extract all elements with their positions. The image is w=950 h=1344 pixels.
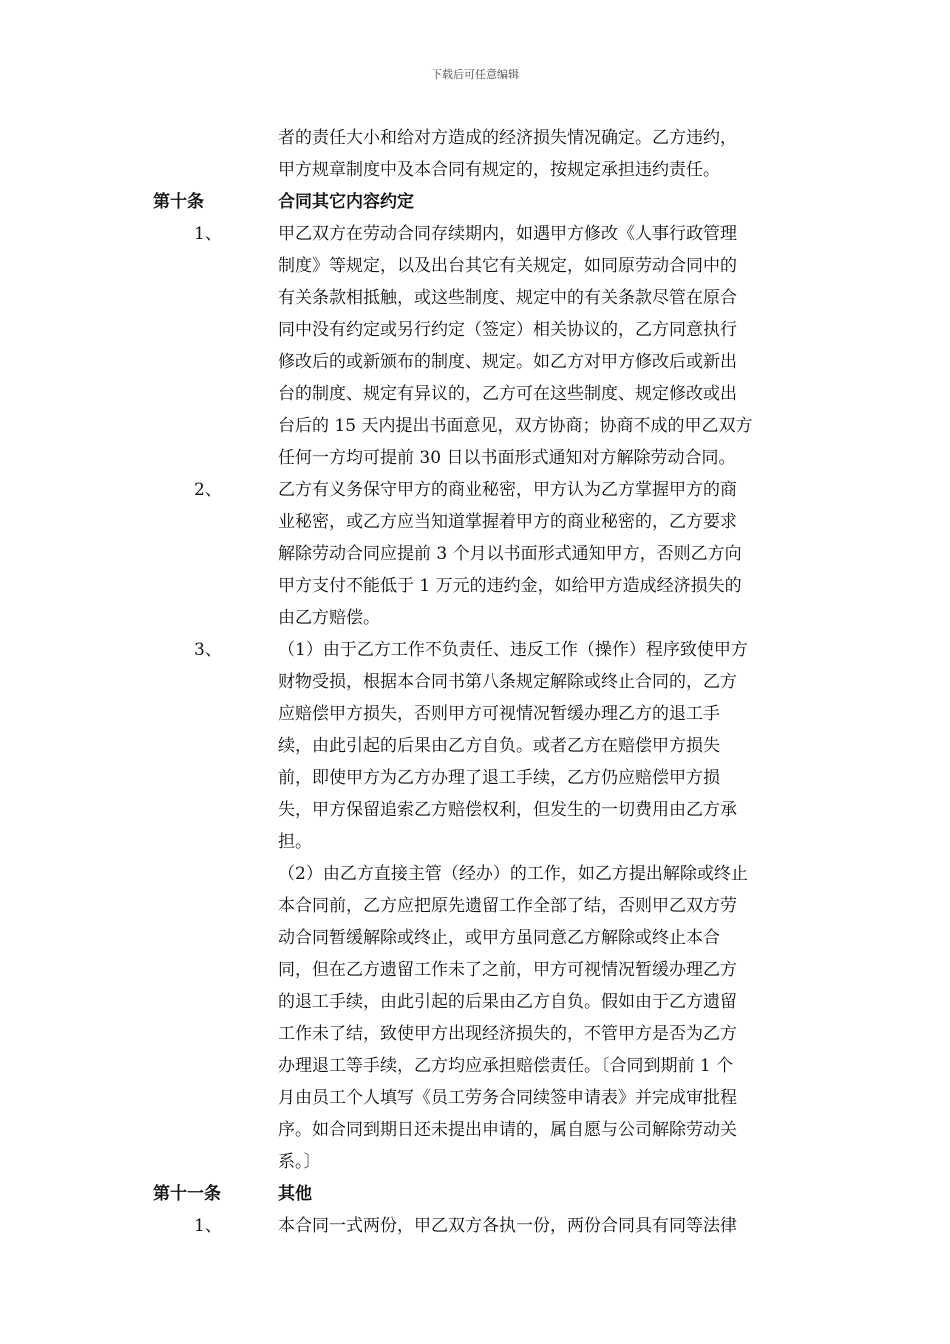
text-line: 本合同前，乙方应把原先遗留工作全部了结，否则甲乙双方劳 xyxy=(278,896,737,916)
text-line: 失，甲方保留追索乙方赔偿权利，但发生的一切费用由乙方承 xyxy=(278,800,737,820)
article-label: 第十条 xyxy=(153,192,204,212)
article-label: 第十一条 xyxy=(153,1184,221,1204)
text-line: 工作未了结，致使甲方出现经济损失的，不管甲方是否为乙方 xyxy=(278,1024,737,1044)
clause-text xyxy=(278,634,806,1178)
intro-text xyxy=(278,122,806,186)
text-line: 本合同一式两份，甲乙双方各执一份，两份合同具有同等法律 xyxy=(278,1216,737,1236)
article-10-heading xyxy=(0,186,950,218)
clause-10-3 xyxy=(0,634,950,1178)
clause-number: 1、 xyxy=(194,1216,222,1236)
contract-body xyxy=(0,122,950,1242)
text-line: 业秘密，或乙方应当知道掌握着甲方的商业秘密的，乙方要求 xyxy=(278,512,737,532)
text-line: （2）由乙方直接主管（经办）的工作，如乙方提出解除或终止 xyxy=(278,864,748,884)
text-line: 台的制度、规定有异议的，乙方可在这些制度、规定修改或出 xyxy=(278,384,737,404)
text-line: 序。如合同到期日还未提出申请的，属自愿与公司解除劳动关 xyxy=(278,1120,737,1140)
text-line: 甲乙双方在劳动合同存续期内，如遇甲方修改《人事行政管理 xyxy=(278,224,737,244)
text-line: 月由员工个人填写《员工劳务合同续签申请表》并完成审批程 xyxy=(278,1088,737,1108)
clause-number: 1、 xyxy=(194,224,222,244)
text-line: 甲方支付不能低于 1 万元的违约金，如给甲方造成经济损失的 xyxy=(278,576,742,596)
page-header: 下载后可任意编辑 xyxy=(431,68,519,81)
clause-text xyxy=(278,218,806,474)
clause-10-2 xyxy=(0,474,950,634)
text-line: 台后的 15 天内提出书面意见，双方协商；协商不成的甲乙双方 xyxy=(278,416,753,436)
text-line: 制度》等规定，以及出台其它有关规定，如同原劳动合同中的 xyxy=(278,256,737,276)
article-11-heading xyxy=(0,1178,950,1210)
text-line: 甲方规章制度中及本合同有规定的，按规定承担违约责任。 xyxy=(278,160,720,180)
article-title: 其他 xyxy=(278,1184,312,1204)
text-line: 系。〕 xyxy=(278,1152,321,1172)
text-line: 的退工手续，由此引起的后果由乙方自负。假如由于乙方遗留 xyxy=(278,992,737,1012)
text-line: 同中没有约定或另行约定（签定）相关协议的，乙方同意执行 xyxy=(278,320,737,340)
text-line: 者的责任大小和给对方造成的经济损失情况确定。乙方违约， xyxy=(278,128,737,148)
text-line: 修改后的或新颁布的制度、规定。如乙方对甲方修改后或新出 xyxy=(278,352,737,372)
text-line: 乙方有义务保守甲方的商业秘密，甲方认为乙方掌握甲方的商 xyxy=(278,480,737,500)
text-line: 有关条款相抵触，或这些制度、规定中的有关条款尽管在原合 xyxy=(278,288,737,308)
text-line: 前，即使甲方为乙方办理了退工手续，乙方仍应赔偿甲方损 xyxy=(278,768,720,788)
text-line: 担。 xyxy=(278,832,312,852)
text-line: （1）由于乙方工作不负责任、违反工作（操作）程序致使甲方 xyxy=(278,640,748,660)
text-line: 动合同暂缓解除或终止，或甲方虽同意乙方解除或终止本合 xyxy=(278,928,720,948)
text-line: 续，由此引起的后果由乙方自负。或者乙方在赔偿甲方损失 xyxy=(278,736,720,756)
text-line: 解除劳动合同应提前 3 个月以书面形式通知甲方，否则乙方向 xyxy=(278,544,742,564)
text-line: 财物受损，根据本合同书第八条规定解除或终止合同的，乙方 xyxy=(278,672,737,692)
article-title: 合同其它内容约定 xyxy=(278,192,414,212)
text-line: 应赔偿甲方损失，否则甲方可视情况暂缓办理乙方的退工手 xyxy=(278,704,720,724)
clause-number: 2、 xyxy=(194,480,222,500)
text-line: 由乙方赔偿。 xyxy=(278,608,380,628)
clause-10-1 xyxy=(0,218,950,474)
text-line: 同，但在乙方遗留工作未了之前，甲方可视情况暂缓办理乙方 xyxy=(278,960,737,980)
text-line: 任何一方均可提前 30 日以书面形式通知对方解除劳动合同。 xyxy=(278,448,736,468)
clause-number: 3、 xyxy=(194,640,222,660)
text-line: 办理退工等手续，乙方均应承担赔偿责任。〔合同到期前 1 个 xyxy=(278,1056,734,1076)
clause-text xyxy=(278,1210,806,1242)
clause-text xyxy=(278,474,806,634)
clause-11-1 xyxy=(0,1210,950,1242)
intro-paragraph xyxy=(0,122,950,186)
